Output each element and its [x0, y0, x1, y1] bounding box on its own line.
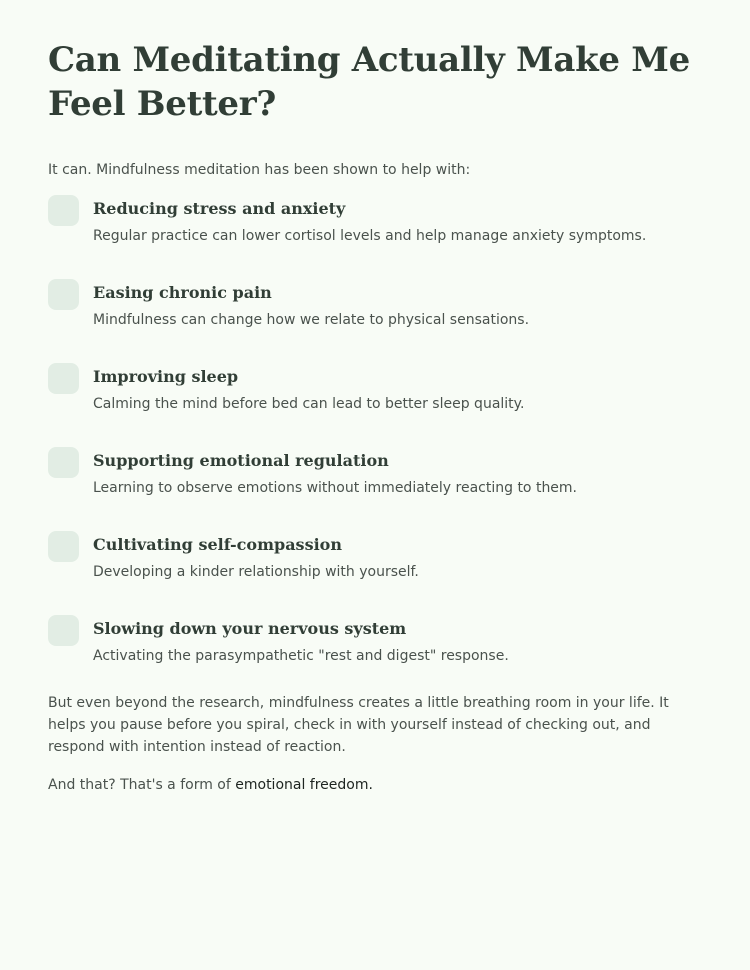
benefit-description: Regular practice can lower cortisol levels and help manage anxiety symptoms.	[93, 228, 647, 244]
benefit-tile-icon	[48, 363, 79, 394]
benefit-description: Calming the mind before bed can lead to better sleep quality.	[93, 396, 525, 412]
intro-text: It can. Mindfulness meditation has been shown to help with:	[48, 162, 471, 178]
benefit-text	[93, 446, 577, 498]
benefit-item-sleep	[48, 362, 702, 446]
benefit-tile-icon	[48, 447, 79, 478]
body-paragraph: But even beyond the research, mindfulness creates a little breathing room in your life. It helps you pause before you spiral, check in with yourself instead of checking out, and respond with intention instead of reaction.	[48, 695, 669, 755]
benefit-tile-icon	[48, 195, 79, 226]
emphasis-text: emotional freedom.	[235, 777, 373, 793]
benefit-text	[93, 362, 524, 414]
benefit-tile-icon	[48, 615, 79, 646]
benefit-title: Improving sleep	[93, 367, 239, 386]
benefit-item-stress	[48, 194, 702, 278]
benefit-description: Developing a kinder relationship with yourself.	[93, 564, 419, 580]
benefit-description: Learning to observe emotions without immediately reacting to them.	[93, 480, 578, 496]
benefit-item-nervous-system	[48, 614, 702, 698]
benefit-title: Supporting emotional regulation	[93, 451, 389, 470]
benefit-tile-icon	[48, 531, 79, 562]
benefit-tile-icon	[48, 279, 79, 310]
closing-text: And that? That's a form of	[48, 777, 236, 793]
page-title: Can Meditating Actually Make Me Feel Better?	[48, 40, 690, 124]
benefit-text	[93, 614, 509, 666]
benefit-text	[93, 278, 529, 330]
benefit-description: Activating the parasympathetic "rest and digest" response.	[93, 648, 509, 664]
benefit-description: Mindfulness can change how we relate to physical sensations.	[93, 312, 530, 328]
benefit-text	[93, 530, 419, 582]
benefit-title: Slowing down your nervous system	[93, 619, 407, 638]
benefit-text	[93, 194, 646, 246]
benefits-list	[48, 194, 702, 698]
benefit-title: Easing chronic pain	[93, 283, 272, 302]
benefit-item-pain	[48, 278, 702, 362]
benefit-title: Cultivating self-compassion	[93, 535, 342, 554]
benefit-item-emotional-regulation	[48, 446, 702, 530]
benefit-title: Reducing stress and anxiety	[93, 199, 346, 218]
closing-paragraph	[48, 774, 702, 796]
benefit-item-self-compassion	[48, 530, 702, 614]
